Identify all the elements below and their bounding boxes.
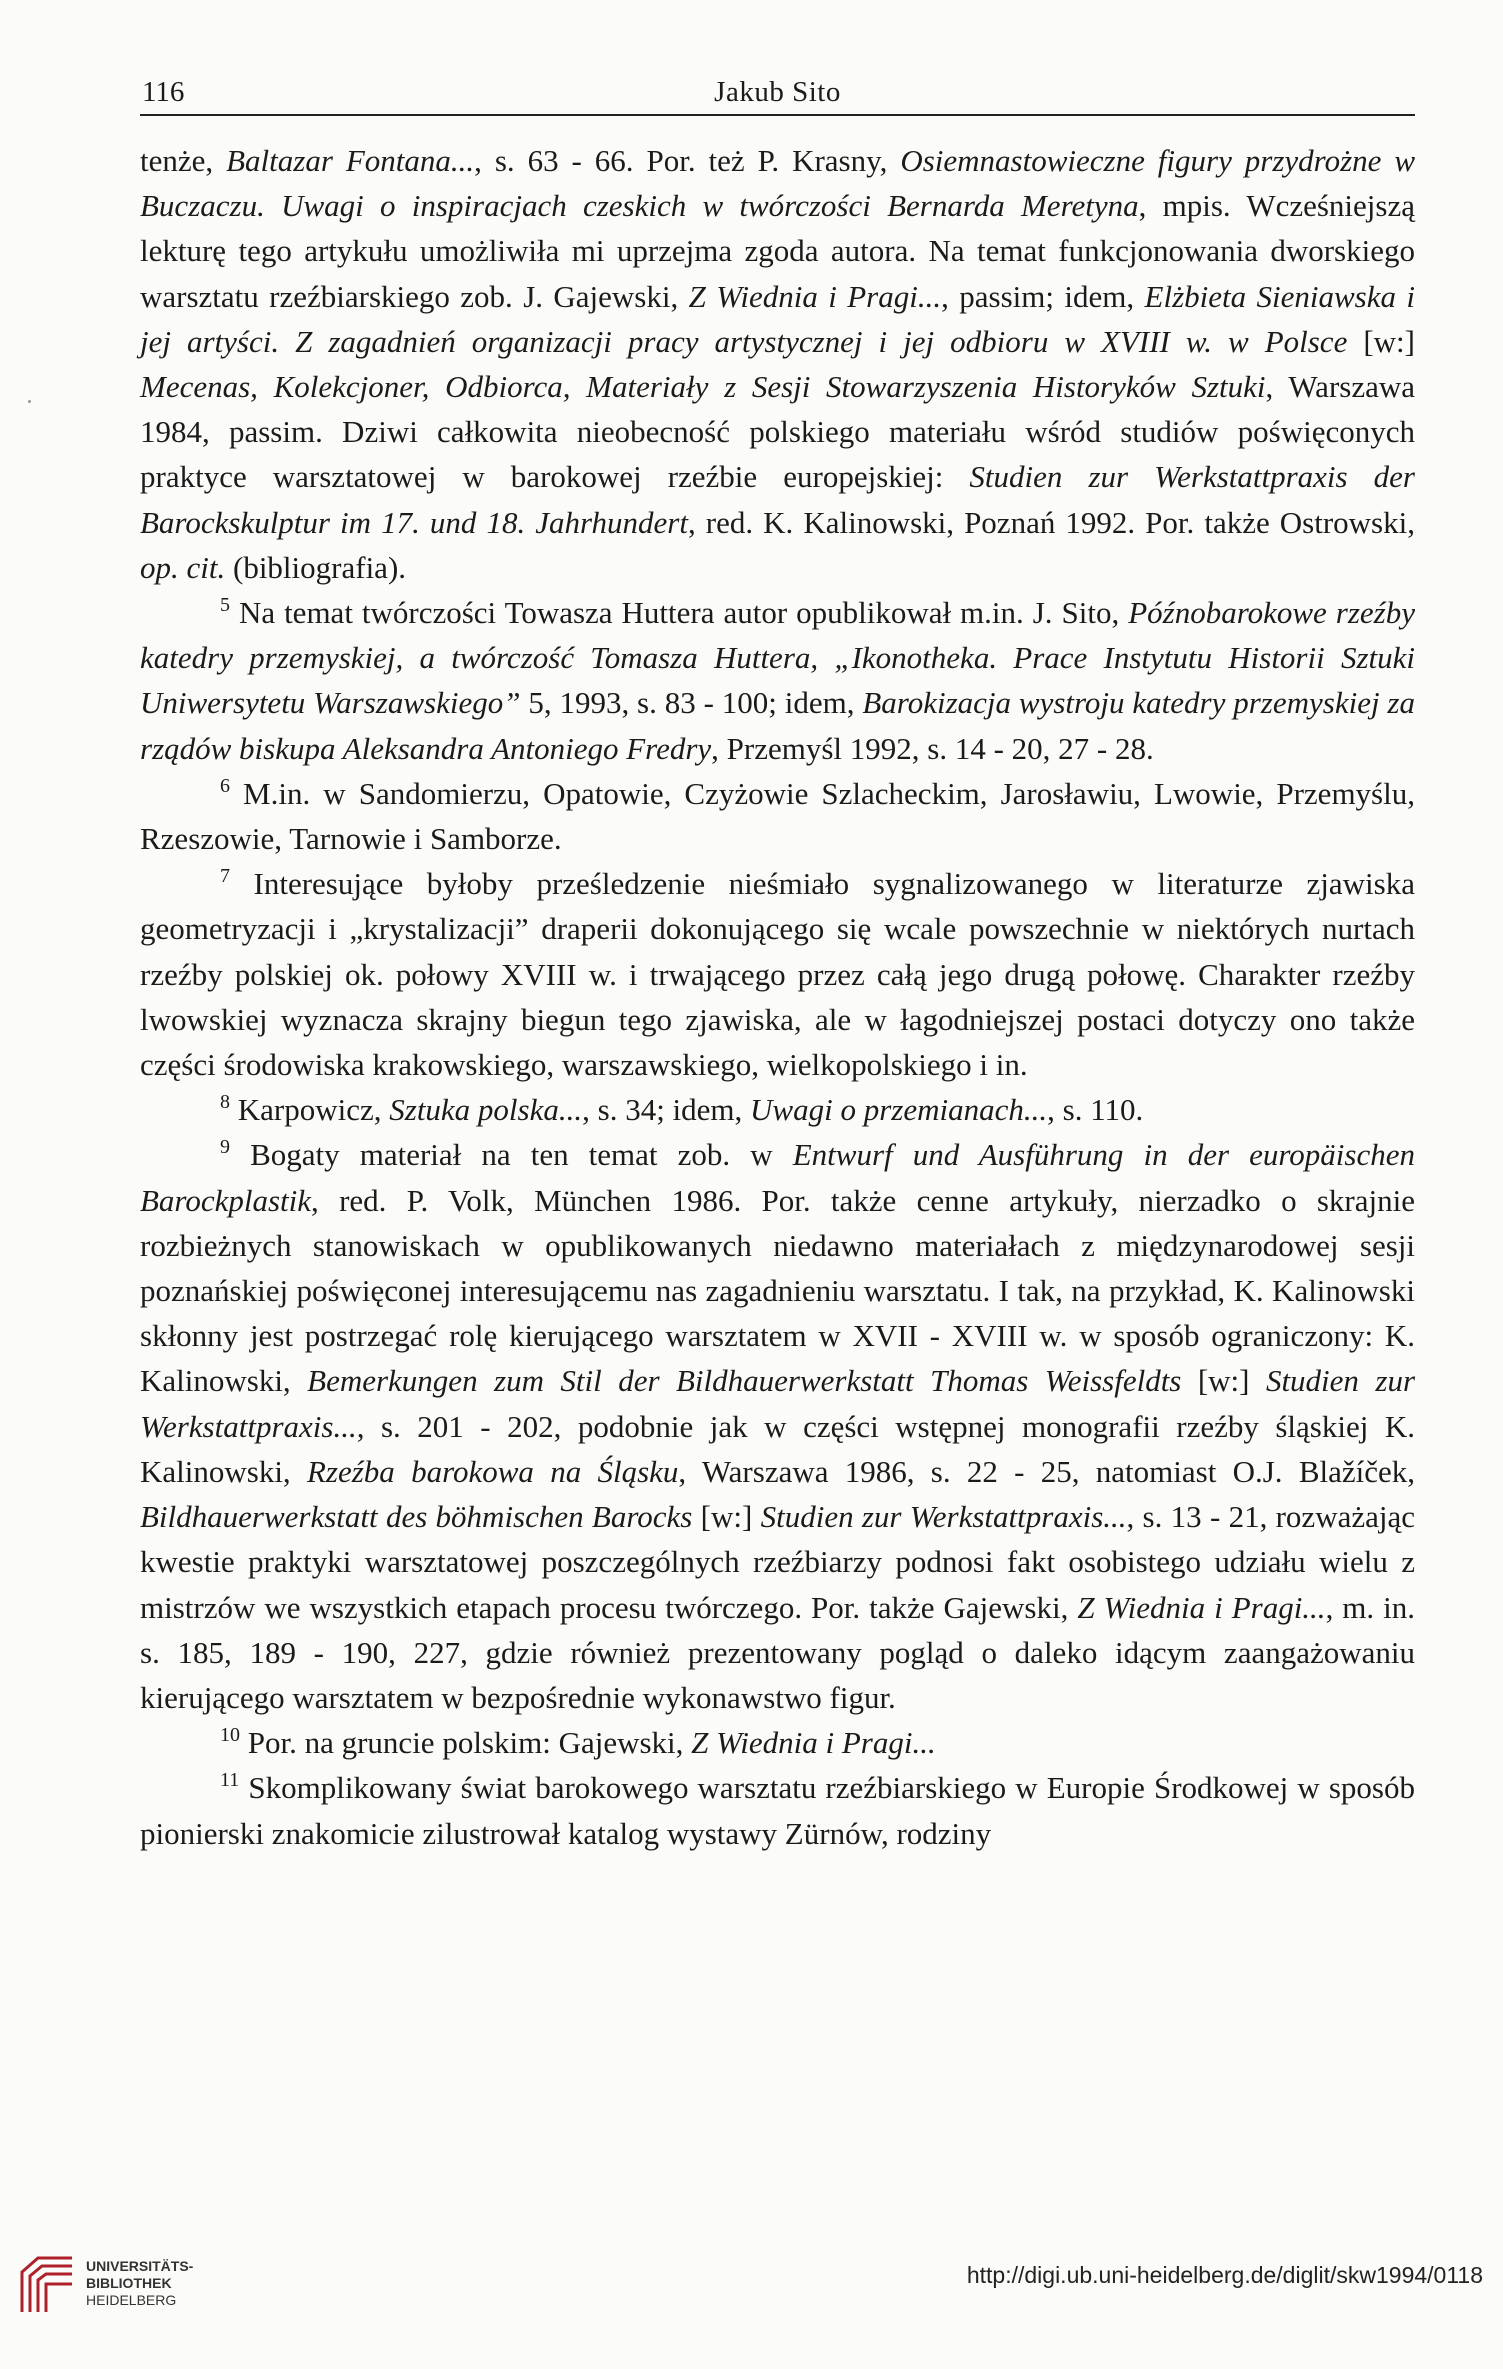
text-run: , red. K. Kalinowski, Poznań 1992. Por. także Ostrowski, <box>687 504 1415 540</box>
footnote-number: 7 <box>220 865 230 888</box>
italic-title: Z Wiednia i Pragi... <box>688 278 942 314</box>
italic-title: Elżbieta Sieniawska i jej artyści. Z zagadnień organizacji pracy artystycznej i jej odbioru w XVIII w. w Polsce <box>140 278 1415 359</box>
text-run: tenże, <box>140 143 227 178</box>
text-run: 5, 1993, s. 83 - 100; idem, <box>520 685 863 721</box>
italic-title: op. cit. <box>140 549 226 585</box>
italic-title: Mecenas, Kolekcjoner, Odbiorca, Materiały z Sesji Stowarzyszenia Historyków Sztuki <box>140 369 1266 405</box>
footnote-9 <box>140 1132 1415 1720</box>
footnote-number: 11 <box>220 1769 240 1792</box>
footnote-6 <box>140 771 1415 861</box>
library-name <box>86 2258 193 2309</box>
italic-title: Barokizacja wystroju katedry przemyskiej za rządów biskupa Aleksandra Antoniego Fredry <box>140 685 1415 766</box>
italic-title: Studien zur Werkstattpraxis... <box>140 1363 1416 1444</box>
text-run: , red. P. Volk, München 1986. Por. także cenne artykuły, nierzadko o skrajnie rozbieżnych stanowiskach w opublikowanych niedawno materiałach z międzynarodowej sesji poznańskiej poświęconej interesującemu nas zagadnieniu warsztatu. I tak, na przykład, K. Kalinowski skłonny jest postrzegać rolę kierującego warsztatem w XVII - XVIII w. w sposób ograniczony: K. Kalinowski, <box>140 1182 1415 1399</box>
library-name-line-1: UNIVERSITÄTS- <box>86 2258 194 2274</box>
text-run: , s. 34; idem, <box>582 1092 751 1128</box>
text-run: (bibliografia). <box>225 549 407 585</box>
source-url-link[interactable]: http://digi.ub.uni-heidelberg.de/diglit/skw1994/0118 <box>966 2262 1483 2288</box>
library-name-line-3: HEIDELBERG <box>86 2292 177 2308</box>
running-title-author: Jakub Sito <box>714 76 841 108</box>
italic-title: Rzeźba barokowa na Śląsku <box>306 1453 679 1489</box>
text-run: Karpowicz, <box>230 1092 390 1128</box>
italic-title: Studien zur Werkstattpraxis der Barockskulptur im 17. und 18. Jahrhundert <box>140 459 1415 540</box>
italic-title: Bildhauerwerkstatt des böhmischen Barocks <box>140 1499 693 1535</box>
footnote-11 <box>140 1765 1415 1855</box>
text-run: , m. in. s. 185, 189 - 190, 227, gdzie również prezentowany pogląd o daleko idącym zaangażowaniu kierującego warsztatem w bezpośrednie wykonawstwo figur. <box>140 1589 1415 1715</box>
footnote-7 <box>140 861 1415 1087</box>
text-run: , passim; idem, <box>941 278 1145 314</box>
footnote-8 <box>140 1087 1415 1132</box>
text-run: [w:] <box>692 1499 761 1535</box>
footnotes-body <box>140 138 1415 1856</box>
text-run: , s. 110. <box>1047 1092 1144 1128</box>
italic-title: Z Wiednia i Pragi... <box>1077 1589 1326 1625</box>
italic-title: Późnobarokowe rzeźby katedry przemyskiej, a twórczość Tomasza Huttera, „Ikonotheka. Prace Instytutu Historii Sztuki Uniwersytetu Warszawskiego” <box>140 595 1415 721</box>
italic-title: Studien zur Werkstattpraxis... <box>760 1499 1127 1535</box>
footnote-number: 5 <box>220 594 230 617</box>
text-run: Na temat twórczości Towasza Huttera autor opublikował m.in. J. Sito, <box>230 595 1129 631</box>
italic-title: Baltazar Fontana... <box>226 143 475 178</box>
text-run: [w:] <box>1347 323 1415 359</box>
page-number: 116 <box>142 76 185 108</box>
text-run: , Przemyśl 1992, s. 14 - 20, 27 - 28. <box>711 730 1154 766</box>
text-run: , Warszawa 1986, s. 22 - 25, natomiast O.J. Blažíček, <box>678 1453 1416 1489</box>
footnote-number: 10 <box>220 1724 240 1747</box>
text-run: , mpis. Wcześniejszą lekturę tego artykułu umożliwiła mi uprzejma zgoda autora. Na temat funkcjonowania dworskiego warsztatu rzeźbiarskiego zob. J. Gajewski, <box>140 188 1415 314</box>
scan-speck <box>28 400 31 403</box>
text-run: Skomplikowany świat barokowego warsztatu rzeźbiarskiego w Europie Środkowej w sposób pionierski znakomicie zilustrował katalog wystawy Zürnów, rodziny <box>140 1770 1415 1851</box>
footnote-number: 9 <box>220 1136 230 1159</box>
footer <box>0 2240 1503 2369</box>
text-run: [w:] <box>1181 1363 1266 1399</box>
library-name-line-2: BIBLIOTHEK <box>86 2275 172 2291</box>
text-run: M.in. w Sandomierzu, Opatowie, Czyżowie Szlacheckim, Jarosławiu, Lwowie, Przemyślu, Rzeszowie, Tarnowie i Samborze. <box>140 775 1415 857</box>
italic-title: Entwurf und Ausführung in der europäischen Barockplastik <box>140 1137 1415 1218</box>
text-run: , Warszawa 1984, passim. Dziwi całkowita nieobecność polskiego materiału wśród studiów poświęconych praktyce warsztatowej w barokowej rzeźbie europejskiej: <box>140 369 1415 495</box>
italic-title: Osiemnastowieczne figury przydrożne w Buczaczu. Uwagi o inspiracjach czeskich w twórczości Bernarda Meretyna <box>140 143 1416 224</box>
italic-title: Uwagi o przemianach... <box>750 1092 1048 1128</box>
text-run: Interesujące byłoby prześledzenie nieśmiało sygnalizowanego w literaturze zjawiska geometryzacji i „krystalizacji” draperii dokonującego się wcale powszechnie w niektórych nurtach rzeźby polskiej ok. połowy XVIII w. i trwającego przez całą jego drugą połowę. Charakter rzeźby lwowskiej wyznacza skrajny biegun tego zjawiska, ale w łagodniejszej postaci dotyczy ono także części środowiska krakowskiego, warszawskiego, wielkopolskiego i in. <box>140 866 1415 1083</box>
footnote-continuation <box>140 138 1415 590</box>
running-header <box>140 72 1415 116</box>
text-run: Por. na gruncie polskim: Gajewski, <box>240 1725 692 1761</box>
text-run: Bogaty materiał na ten temat zob. w <box>230 1137 793 1173</box>
italic-title: Bemerkungen zum Stil der Bildhauerwerkstatt Thomas Weissfeldts <box>307 1363 1182 1399</box>
library-logo-icon <box>16 2252 78 2314</box>
text-run: , s. 201 - 202, podobnie jak w części wstępnej monografii rzeźby śląskiej K. Kalinowski, <box>140 1408 1415 1489</box>
footnote-5 <box>140 590 1415 771</box>
footnote-10 <box>140 1720 1415 1765</box>
text-run: , s. 13 - 21, rozważając kwestie praktyki warsztatowej poszczególnych rzeźbiarzy podnosi fakt osobistego udziału wielu z mistrzów we wszystkich etapach procesu twórczego. Por. także Gajewski, <box>140 1499 1415 1625</box>
italic-title: Z Wiednia i Pragi... <box>691 1725 936 1761</box>
footnote-number: 6 <box>220 774 230 797</box>
italic-title: Sztuka polska... <box>389 1092 583 1128</box>
text-run: , s. 63 - 66. Por. też P. Krasny, <box>474 143 901 178</box>
footnote-number: 8 <box>220 1091 230 1114</box>
